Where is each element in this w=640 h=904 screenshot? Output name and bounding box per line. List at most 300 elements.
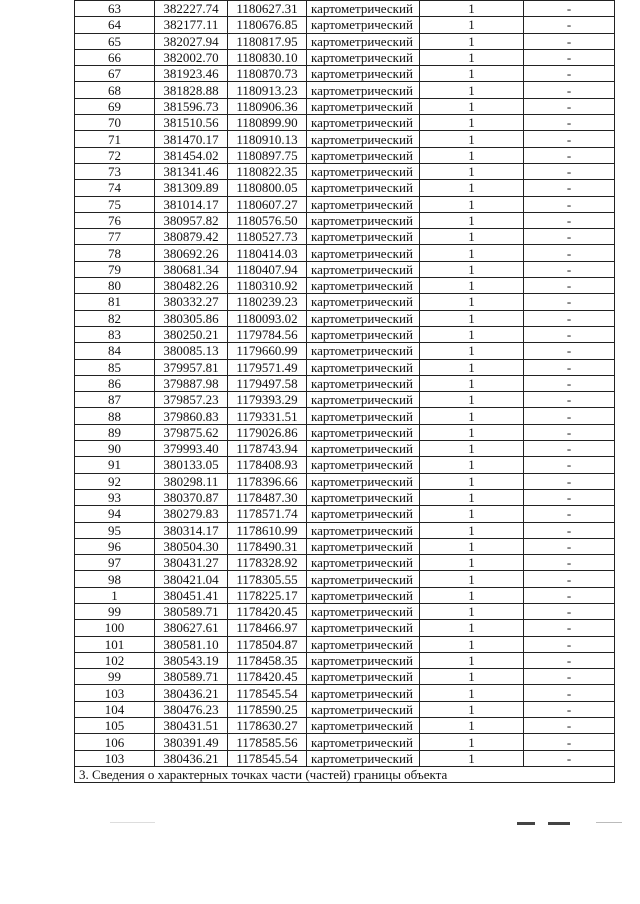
x-coordinate-cell: 380421.04	[155, 571, 228, 587]
description-cell: -	[524, 49, 615, 65]
point-number-cell: 100	[75, 620, 155, 636]
y-coordinate-cell: 1180576.50	[228, 212, 307, 228]
description-cell: -	[524, 294, 615, 310]
description-cell: -	[524, 392, 615, 408]
x-coordinate-cell: 380370.87	[155, 489, 228, 505]
y-coordinate-cell: 1178545.54	[228, 750, 307, 766]
description-cell: -	[524, 196, 615, 212]
table-row	[75, 66, 615, 82]
y-coordinate-cell: 1178585.56	[228, 734, 307, 750]
precision-cell: 1	[420, 310, 524, 326]
y-coordinate-cell: 1178743.94	[228, 441, 307, 457]
x-coordinate-cell: 380436.21	[155, 685, 228, 701]
table-row	[75, 98, 615, 114]
point-number-cell: 80	[75, 278, 155, 294]
point-number-cell: 81	[75, 294, 155, 310]
precision-cell: 1	[420, 555, 524, 571]
point-number-cell: 63	[75, 1, 155, 17]
table-row	[75, 571, 615, 587]
table-row	[75, 147, 615, 163]
table-row	[75, 408, 615, 424]
precision-cell: 1	[420, 408, 524, 424]
precision-cell: 1	[420, 620, 524, 636]
description-cell: -	[524, 163, 615, 179]
x-coordinate-cell: 379993.40	[155, 441, 228, 457]
description-cell: -	[524, 115, 615, 131]
y-coordinate-cell: 1180407.94	[228, 261, 307, 277]
table-row	[75, 718, 615, 734]
x-coordinate-cell: 380504.30	[155, 538, 228, 554]
method-cell: картометрический	[307, 33, 420, 49]
description-cell: -	[524, 538, 615, 554]
scan-artifact	[596, 822, 622, 823]
description-cell: -	[524, 424, 615, 440]
table-row	[75, 278, 615, 294]
x-coordinate-cell: 380431.51	[155, 718, 228, 734]
y-coordinate-cell: 1178408.93	[228, 457, 307, 473]
precision-cell: 1	[420, 441, 524, 457]
description-cell: -	[524, 1, 615, 17]
x-coordinate-cell: 380314.17	[155, 522, 228, 538]
precision-cell: 1	[420, 375, 524, 391]
description-cell: -	[524, 718, 615, 734]
x-coordinate-cell: 380298.11	[155, 473, 228, 489]
precision-cell: 1	[420, 180, 524, 196]
precision-cell: 1	[420, 1, 524, 17]
table-row	[75, 17, 615, 33]
precision-cell: 1	[420, 359, 524, 375]
y-coordinate-cell: 1180899.90	[228, 115, 307, 131]
y-coordinate-cell: 1180897.75	[228, 147, 307, 163]
description-cell: -	[524, 701, 615, 717]
x-coordinate-cell: 379860.83	[155, 408, 228, 424]
description-cell: -	[524, 375, 615, 391]
table-row	[75, 636, 615, 652]
precision-cell: 1	[420, 685, 524, 701]
y-coordinate-cell: 1179784.56	[228, 326, 307, 342]
y-coordinate-cell: 1180906.36	[228, 98, 307, 114]
table-row	[75, 489, 615, 505]
method-cell: картометрический	[307, 17, 420, 33]
point-number-cell: 65	[75, 33, 155, 49]
point-number-cell: 74	[75, 180, 155, 196]
y-coordinate-cell: 1180607.27	[228, 196, 307, 212]
y-coordinate-cell: 1178396.66	[228, 473, 307, 489]
x-coordinate-cell: 380431.27	[155, 555, 228, 571]
description-cell: -	[524, 506, 615, 522]
description-cell: -	[524, 571, 615, 587]
precision-cell: 1	[420, 473, 524, 489]
description-cell: -	[524, 310, 615, 326]
table-row	[75, 522, 615, 538]
table-row	[75, 538, 615, 554]
y-coordinate-cell: 1180239.23	[228, 294, 307, 310]
precision-cell: 1	[420, 278, 524, 294]
description-cell: -	[524, 620, 615, 636]
method-cell: картометрический	[307, 163, 420, 179]
scan-artifact	[110, 822, 155, 823]
precision-cell: 1	[420, 734, 524, 750]
method-cell: картометрический	[307, 229, 420, 245]
y-coordinate-cell: 1179571.49	[228, 359, 307, 375]
method-cell: картометрический	[307, 408, 420, 424]
point-number-cell: 71	[75, 131, 155, 147]
y-coordinate-cell: 1178305.55	[228, 571, 307, 587]
description-cell: -	[524, 212, 615, 228]
precision-cell: 1	[420, 82, 524, 98]
method-cell: картометрический	[307, 603, 420, 619]
point-number-cell: 97	[75, 555, 155, 571]
method-cell: картометрический	[307, 66, 420, 82]
x-coordinate-cell: 382027.94	[155, 33, 228, 49]
table-row	[75, 343, 615, 359]
point-number-cell: 67	[75, 66, 155, 82]
precision-cell: 1	[420, 424, 524, 440]
x-coordinate-cell: 381470.17	[155, 131, 228, 147]
method-cell: картометрический	[307, 538, 420, 554]
y-coordinate-cell: 1180830.10	[228, 49, 307, 65]
y-coordinate-cell: 1178420.45	[228, 669, 307, 685]
x-coordinate-cell: 380482.26	[155, 278, 228, 294]
description-cell: -	[524, 750, 615, 766]
scan-artifact	[548, 822, 570, 825]
method-cell: картометрический	[307, 620, 420, 636]
x-coordinate-cell: 380451.41	[155, 587, 228, 603]
x-coordinate-cell: 381309.89	[155, 180, 228, 196]
method-cell: картометрический	[307, 750, 420, 766]
method-cell: картометрический	[307, 473, 420, 489]
method-cell: картометрический	[307, 1, 420, 17]
table-row	[75, 1, 615, 17]
y-coordinate-cell: 1178545.54	[228, 685, 307, 701]
point-number-cell: 77	[75, 229, 155, 245]
method-cell: картометрический	[307, 245, 420, 261]
x-coordinate-cell: 380476.23	[155, 701, 228, 717]
description-cell: -	[524, 33, 615, 49]
point-number-cell: 104	[75, 701, 155, 717]
method-cell: картометрический	[307, 571, 420, 587]
description-cell: -	[524, 652, 615, 668]
x-coordinate-cell: 380681.34	[155, 261, 228, 277]
point-number-cell: 89	[75, 424, 155, 440]
method-cell: картометрический	[307, 82, 420, 98]
point-number-cell: 88	[75, 408, 155, 424]
method-cell: картометрический	[307, 489, 420, 505]
x-coordinate-cell: 381454.02	[155, 147, 228, 163]
table-row	[75, 620, 615, 636]
table-row	[75, 685, 615, 701]
method-cell: картометрический	[307, 392, 420, 408]
precision-cell: 1	[420, 212, 524, 228]
precision-cell: 1	[420, 392, 524, 408]
precision-cell: 1	[420, 131, 524, 147]
precision-cell: 1	[420, 33, 524, 49]
x-coordinate-cell: 379857.23	[155, 392, 228, 408]
x-coordinate-cell: 379887.98	[155, 375, 228, 391]
table-row	[75, 375, 615, 391]
method-cell: картометрический	[307, 685, 420, 701]
description-cell: -	[524, 359, 615, 375]
precision-cell: 1	[420, 652, 524, 668]
method-cell: картометрический	[307, 326, 420, 342]
method-cell: картометрический	[307, 212, 420, 228]
y-coordinate-cell: 1179331.51	[228, 408, 307, 424]
method-cell: картометрический	[307, 522, 420, 538]
y-coordinate-cell: 1178328.92	[228, 555, 307, 571]
table-row	[75, 555, 615, 571]
x-coordinate-cell: 380692.26	[155, 245, 228, 261]
description-cell: -	[524, 66, 615, 82]
point-number-cell: 101	[75, 636, 155, 652]
point-number-cell: 103	[75, 685, 155, 701]
table-row	[75, 180, 615, 196]
precision-cell: 1	[420, 522, 524, 538]
table-row	[75, 587, 615, 603]
precision-cell: 1	[420, 506, 524, 522]
method-cell: картометрический	[307, 343, 420, 359]
precision-cell: 1	[420, 229, 524, 245]
method-cell: картометрический	[307, 636, 420, 652]
precision-cell: 1	[420, 603, 524, 619]
x-coordinate-cell: 380133.05	[155, 457, 228, 473]
description-cell: -	[524, 180, 615, 196]
point-number-cell: 91	[75, 457, 155, 473]
description-cell: -	[524, 326, 615, 342]
x-coordinate-cell: 380391.49	[155, 734, 228, 750]
method-cell: картометрический	[307, 261, 420, 277]
x-coordinate-cell: 381828.88	[155, 82, 228, 98]
point-number-cell: 99	[75, 669, 155, 685]
precision-cell: 1	[420, 49, 524, 65]
point-number-cell: 99	[75, 603, 155, 619]
description-cell: -	[524, 489, 615, 505]
description-cell: -	[524, 457, 615, 473]
description-cell: -	[524, 441, 615, 457]
y-coordinate-cell: 1178630.27	[228, 718, 307, 734]
x-coordinate-cell: 382177.11	[155, 17, 228, 33]
precision-cell: 1	[420, 17, 524, 33]
description-cell: -	[524, 131, 615, 147]
x-coordinate-cell: 381923.46	[155, 66, 228, 82]
point-number-cell: 1	[75, 587, 155, 603]
description-cell: -	[524, 473, 615, 489]
precision-cell: 1	[420, 163, 524, 179]
method-cell: картометрический	[307, 49, 420, 65]
description-cell: -	[524, 147, 615, 163]
table-row	[75, 229, 615, 245]
table-row	[75, 424, 615, 440]
x-coordinate-cell: 381510.56	[155, 115, 228, 131]
x-coordinate-cell: 380332.27	[155, 294, 228, 310]
point-number-cell: 83	[75, 326, 155, 342]
table-row	[75, 359, 615, 375]
y-coordinate-cell: 1180800.05	[228, 180, 307, 196]
y-coordinate-cell: 1180414.03	[228, 245, 307, 261]
precision-cell: 1	[420, 587, 524, 603]
precision-cell: 1	[420, 701, 524, 717]
x-coordinate-cell: 381596.73	[155, 98, 228, 114]
method-cell: картометрический	[307, 180, 420, 196]
method-cell: картометрический	[307, 310, 420, 326]
method-cell: картометрический	[307, 701, 420, 717]
precision-cell: 1	[420, 294, 524, 310]
description-cell: -	[524, 636, 615, 652]
precision-cell: 1	[420, 538, 524, 554]
point-number-cell: 75	[75, 196, 155, 212]
method-cell: картометрический	[307, 441, 420, 457]
y-coordinate-cell: 1178590.25	[228, 701, 307, 717]
section-title: 3. Сведения о характерных точках части (частей) границы объекта	[75, 766, 615, 782]
method-cell: картометрический	[307, 131, 420, 147]
method-cell: картометрический	[307, 734, 420, 750]
table-row	[75, 473, 615, 489]
x-coordinate-cell: 380250.21	[155, 326, 228, 342]
precision-cell: 1	[420, 147, 524, 163]
y-coordinate-cell: 1179026.86	[228, 424, 307, 440]
precision-cell: 1	[420, 115, 524, 131]
method-cell: картометрический	[307, 587, 420, 603]
x-coordinate-cell: 382227.74	[155, 1, 228, 17]
table-row	[75, 701, 615, 717]
y-coordinate-cell: 1180676.85	[228, 17, 307, 33]
point-number-cell: 95	[75, 522, 155, 538]
point-number-cell: 85	[75, 359, 155, 375]
point-number-cell: 105	[75, 718, 155, 734]
table-row	[75, 196, 615, 212]
description-cell: -	[524, 603, 615, 619]
method-cell: картометрический	[307, 115, 420, 131]
description-cell: -	[524, 98, 615, 114]
point-number-cell: 68	[75, 82, 155, 98]
point-number-cell: 103	[75, 750, 155, 766]
precision-cell: 1	[420, 98, 524, 114]
x-coordinate-cell: 380957.82	[155, 212, 228, 228]
description-cell: -	[524, 522, 615, 538]
description-cell: -	[524, 343, 615, 359]
table-row	[75, 603, 615, 619]
point-number-cell: 72	[75, 147, 155, 163]
x-coordinate-cell: 380879.42	[155, 229, 228, 245]
table-row	[75, 326, 615, 342]
y-coordinate-cell: 1180310.92	[228, 278, 307, 294]
table-body	[75, 1, 615, 783]
description-cell: -	[524, 229, 615, 245]
precision-cell: 1	[420, 718, 524, 734]
point-number-cell: 93	[75, 489, 155, 505]
y-coordinate-cell: 1178458.35	[228, 652, 307, 668]
y-coordinate-cell: 1179660.99	[228, 343, 307, 359]
description-cell: -	[524, 261, 615, 277]
description-cell: -	[524, 669, 615, 685]
table-row	[75, 457, 615, 473]
method-cell: картометрический	[307, 294, 420, 310]
x-coordinate-cell: 380581.10	[155, 636, 228, 652]
method-cell: картометрический	[307, 196, 420, 212]
y-coordinate-cell: 1180870.73	[228, 66, 307, 82]
point-number-cell: 92	[75, 473, 155, 489]
table-row	[75, 750, 615, 766]
method-cell: картометрический	[307, 375, 420, 391]
precision-cell: 1	[420, 571, 524, 587]
description-cell: -	[524, 82, 615, 98]
y-coordinate-cell: 1178490.31	[228, 538, 307, 554]
point-number-cell: 64	[75, 17, 155, 33]
point-number-cell: 70	[75, 115, 155, 131]
y-coordinate-cell: 1180527.73	[228, 229, 307, 245]
x-coordinate-cell: 380589.71	[155, 669, 228, 685]
x-coordinate-cell: 380589.71	[155, 603, 228, 619]
y-coordinate-cell: 1180822.35	[228, 163, 307, 179]
y-coordinate-cell: 1178466.97	[228, 620, 307, 636]
x-coordinate-cell: 380543.19	[155, 652, 228, 668]
table-row	[75, 669, 615, 685]
x-coordinate-cell: 380305.86	[155, 310, 228, 326]
y-coordinate-cell: 1178504.87	[228, 636, 307, 652]
precision-cell: 1	[420, 326, 524, 342]
table-row	[75, 49, 615, 65]
method-cell: картометрический	[307, 457, 420, 473]
x-coordinate-cell: 379957.81	[155, 359, 228, 375]
table-row	[75, 310, 615, 326]
point-number-cell: 98	[75, 571, 155, 587]
method-cell: картометрический	[307, 652, 420, 668]
y-coordinate-cell: 1180913.23	[228, 82, 307, 98]
method-cell: картометрический	[307, 98, 420, 114]
point-number-cell: 102	[75, 652, 155, 668]
point-number-cell: 106	[75, 734, 155, 750]
method-cell: картометрический	[307, 669, 420, 685]
y-coordinate-cell: 1178420.45	[228, 603, 307, 619]
point-number-cell: 73	[75, 163, 155, 179]
x-coordinate-cell: 381341.46	[155, 163, 228, 179]
description-cell: -	[524, 734, 615, 750]
precision-cell: 1	[420, 750, 524, 766]
method-cell: картометрический	[307, 147, 420, 163]
description-cell: -	[524, 408, 615, 424]
precision-cell: 1	[420, 343, 524, 359]
table-row	[75, 131, 615, 147]
description-cell: -	[524, 278, 615, 294]
table-row	[75, 294, 615, 310]
y-coordinate-cell: 1179497.58	[228, 375, 307, 391]
method-cell: картометрический	[307, 359, 420, 375]
y-coordinate-cell: 1178225.17	[228, 587, 307, 603]
point-number-cell: 82	[75, 310, 155, 326]
point-number-cell: 96	[75, 538, 155, 554]
description-cell: -	[524, 245, 615, 261]
point-number-cell: 76	[75, 212, 155, 228]
x-coordinate-cell: 380279.83	[155, 506, 228, 522]
table-row	[75, 261, 615, 277]
y-coordinate-cell: 1180093.02	[228, 310, 307, 326]
y-coordinate-cell: 1179393.29	[228, 392, 307, 408]
point-number-cell: 84	[75, 343, 155, 359]
table-row	[75, 652, 615, 668]
method-cell: картометрический	[307, 424, 420, 440]
table-row	[75, 441, 615, 457]
y-coordinate-cell: 1180910.13	[228, 131, 307, 147]
description-cell: -	[524, 555, 615, 571]
precision-cell: 1	[420, 66, 524, 82]
coordinates-table	[74, 0, 615, 783]
point-number-cell: 86	[75, 375, 155, 391]
y-coordinate-cell: 1178610.99	[228, 522, 307, 538]
scan-artifact	[517, 822, 535, 825]
x-coordinate-cell: 380436.21	[155, 750, 228, 766]
x-coordinate-cell: 380085.13	[155, 343, 228, 359]
table-row	[75, 245, 615, 261]
point-number-cell: 90	[75, 441, 155, 457]
